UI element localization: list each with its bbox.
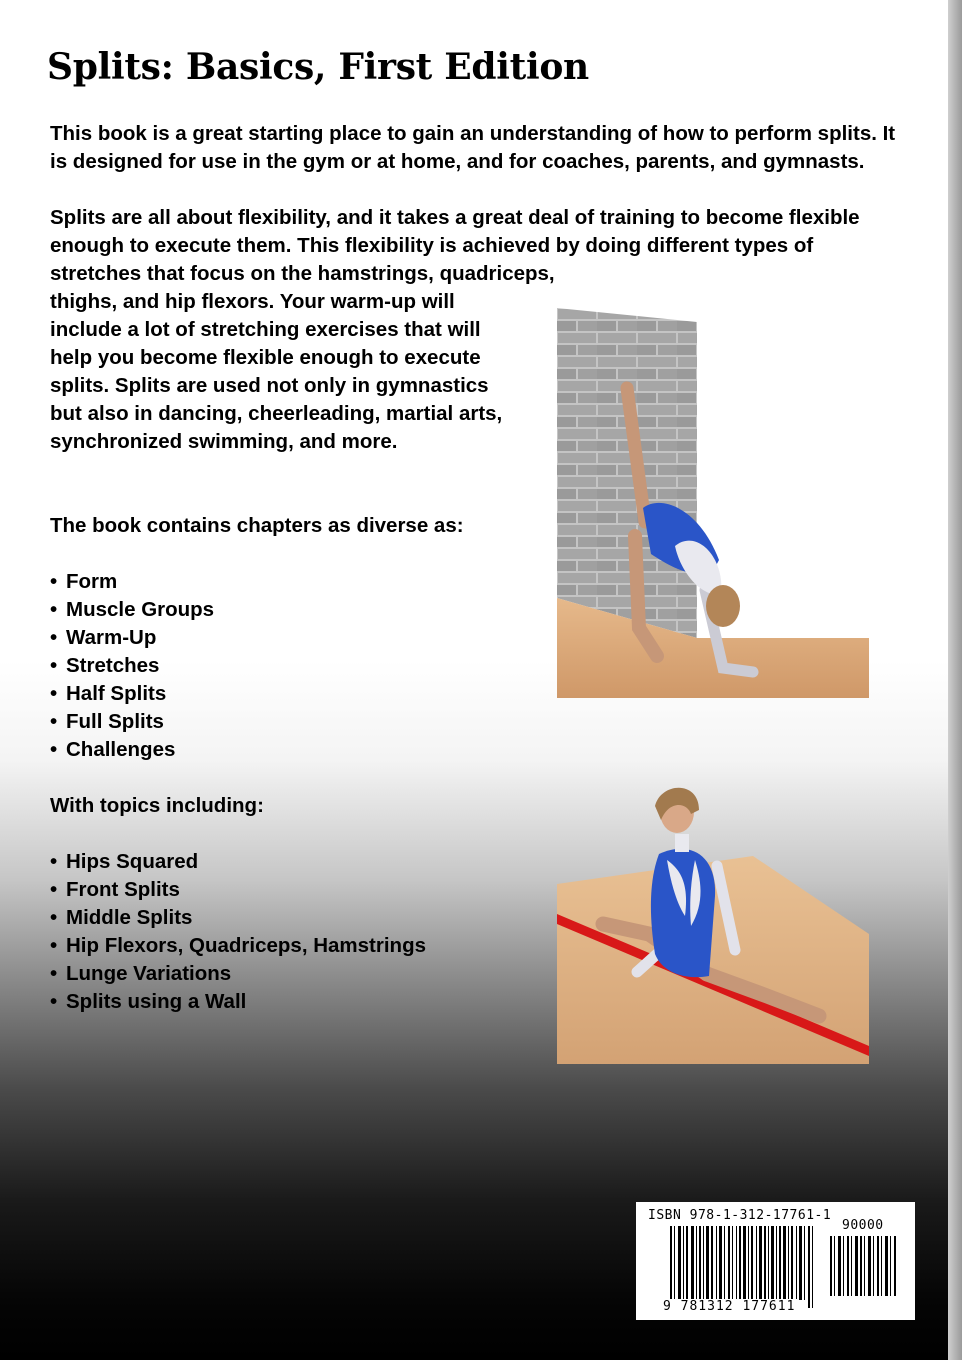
barcode-digits: 9 781312 177611 (660, 1299, 798, 1314)
flexibility-line-4: thighs, and hip flexors. Your warm-up will (50, 290, 455, 313)
bullet-glyph: • (50, 598, 58, 621)
chapters-heading: The book contains chapters as diverse as: (50, 514, 464, 537)
bullet-glyph: • (50, 570, 58, 593)
bullet-glyph: • (50, 906, 58, 929)
topic-label: Hips Squared (66, 850, 199, 873)
topic-label: Hip Flexors, Quadriceps, Hamstrings (66, 934, 426, 957)
topic-label: Splits using a Wall (66, 990, 247, 1013)
bullet-glyph: • (50, 710, 58, 733)
topics-heading: With topics including: (50, 794, 264, 817)
barcode (636, 1202, 915, 1320)
flexibility-line-6: help you become flexible enough to execute (50, 346, 481, 369)
front-split-illustration (557, 784, 869, 1064)
page-edge (948, 0, 962, 1360)
list-item (50, 708, 900, 736)
flexibility-line-5: include a lot of stretching exercises that will (50, 318, 481, 341)
flexibility-line-3: stretches that focus on the hamstrings, quadriceps, (50, 262, 555, 285)
topic-label: Middle Splits (66, 906, 193, 929)
flexibility-line-2: enough to execute them. This flexibility is achieved by doing different types of (50, 234, 814, 257)
brick-wall (557, 308, 697, 638)
flexibility-line-8: but also in dancing, cheerleading, martial arts, (50, 402, 503, 425)
list-item (50, 736, 900, 764)
price-barcode-bars (830, 1236, 900, 1296)
bullet-glyph: • (50, 626, 58, 649)
bullet-glyph: • (50, 990, 58, 1013)
intro-paragraph: This book is a great starting place to gain an understanding of how to perform splits. It is designed for use in the gym or at home, and for coaches, parents, and gymnasts. (50, 122, 896, 173)
flexibility-line-9: synchronized swimming, and more. (50, 430, 398, 453)
chapter-label: Warm-Up (66, 626, 157, 649)
topic-label: Front Splits (66, 878, 180, 901)
flexibility-line-1: Splits are all about flexibility, and it takes a great deal of training to become flexible (50, 206, 860, 229)
bullet-glyph: • (50, 878, 58, 901)
chapter-label: Half Splits (66, 682, 167, 705)
bullet-glyph: • (50, 654, 58, 677)
isbn-barcode-bars (670, 1226, 818, 1308)
chapter-label: Stretches (66, 654, 160, 677)
chapter-label: Muscle Groups (66, 598, 215, 621)
price-code: 90000 (842, 1218, 884, 1233)
topic-label: Lunge Variations (66, 962, 232, 985)
bullet-glyph: • (50, 962, 58, 985)
isbn-number: ISBN 978-1-312-17761-1 (648, 1208, 832, 1223)
chapter-label: Full Splits (66, 710, 164, 733)
book-title: Splits: Basics, First Edition (47, 46, 589, 88)
bullet-glyph: • (50, 850, 58, 873)
chapter-label: Form (66, 570, 118, 593)
bullet-glyph: • (50, 738, 58, 761)
bullet-glyph: • (50, 934, 58, 957)
bullet-glyph: • (50, 682, 58, 705)
chapter-label: Challenges (66, 738, 176, 761)
flexibility-line-7: splits. Splits are used not only in gymnastics (50, 374, 489, 397)
wall-stretch-illustration (557, 308, 869, 698)
